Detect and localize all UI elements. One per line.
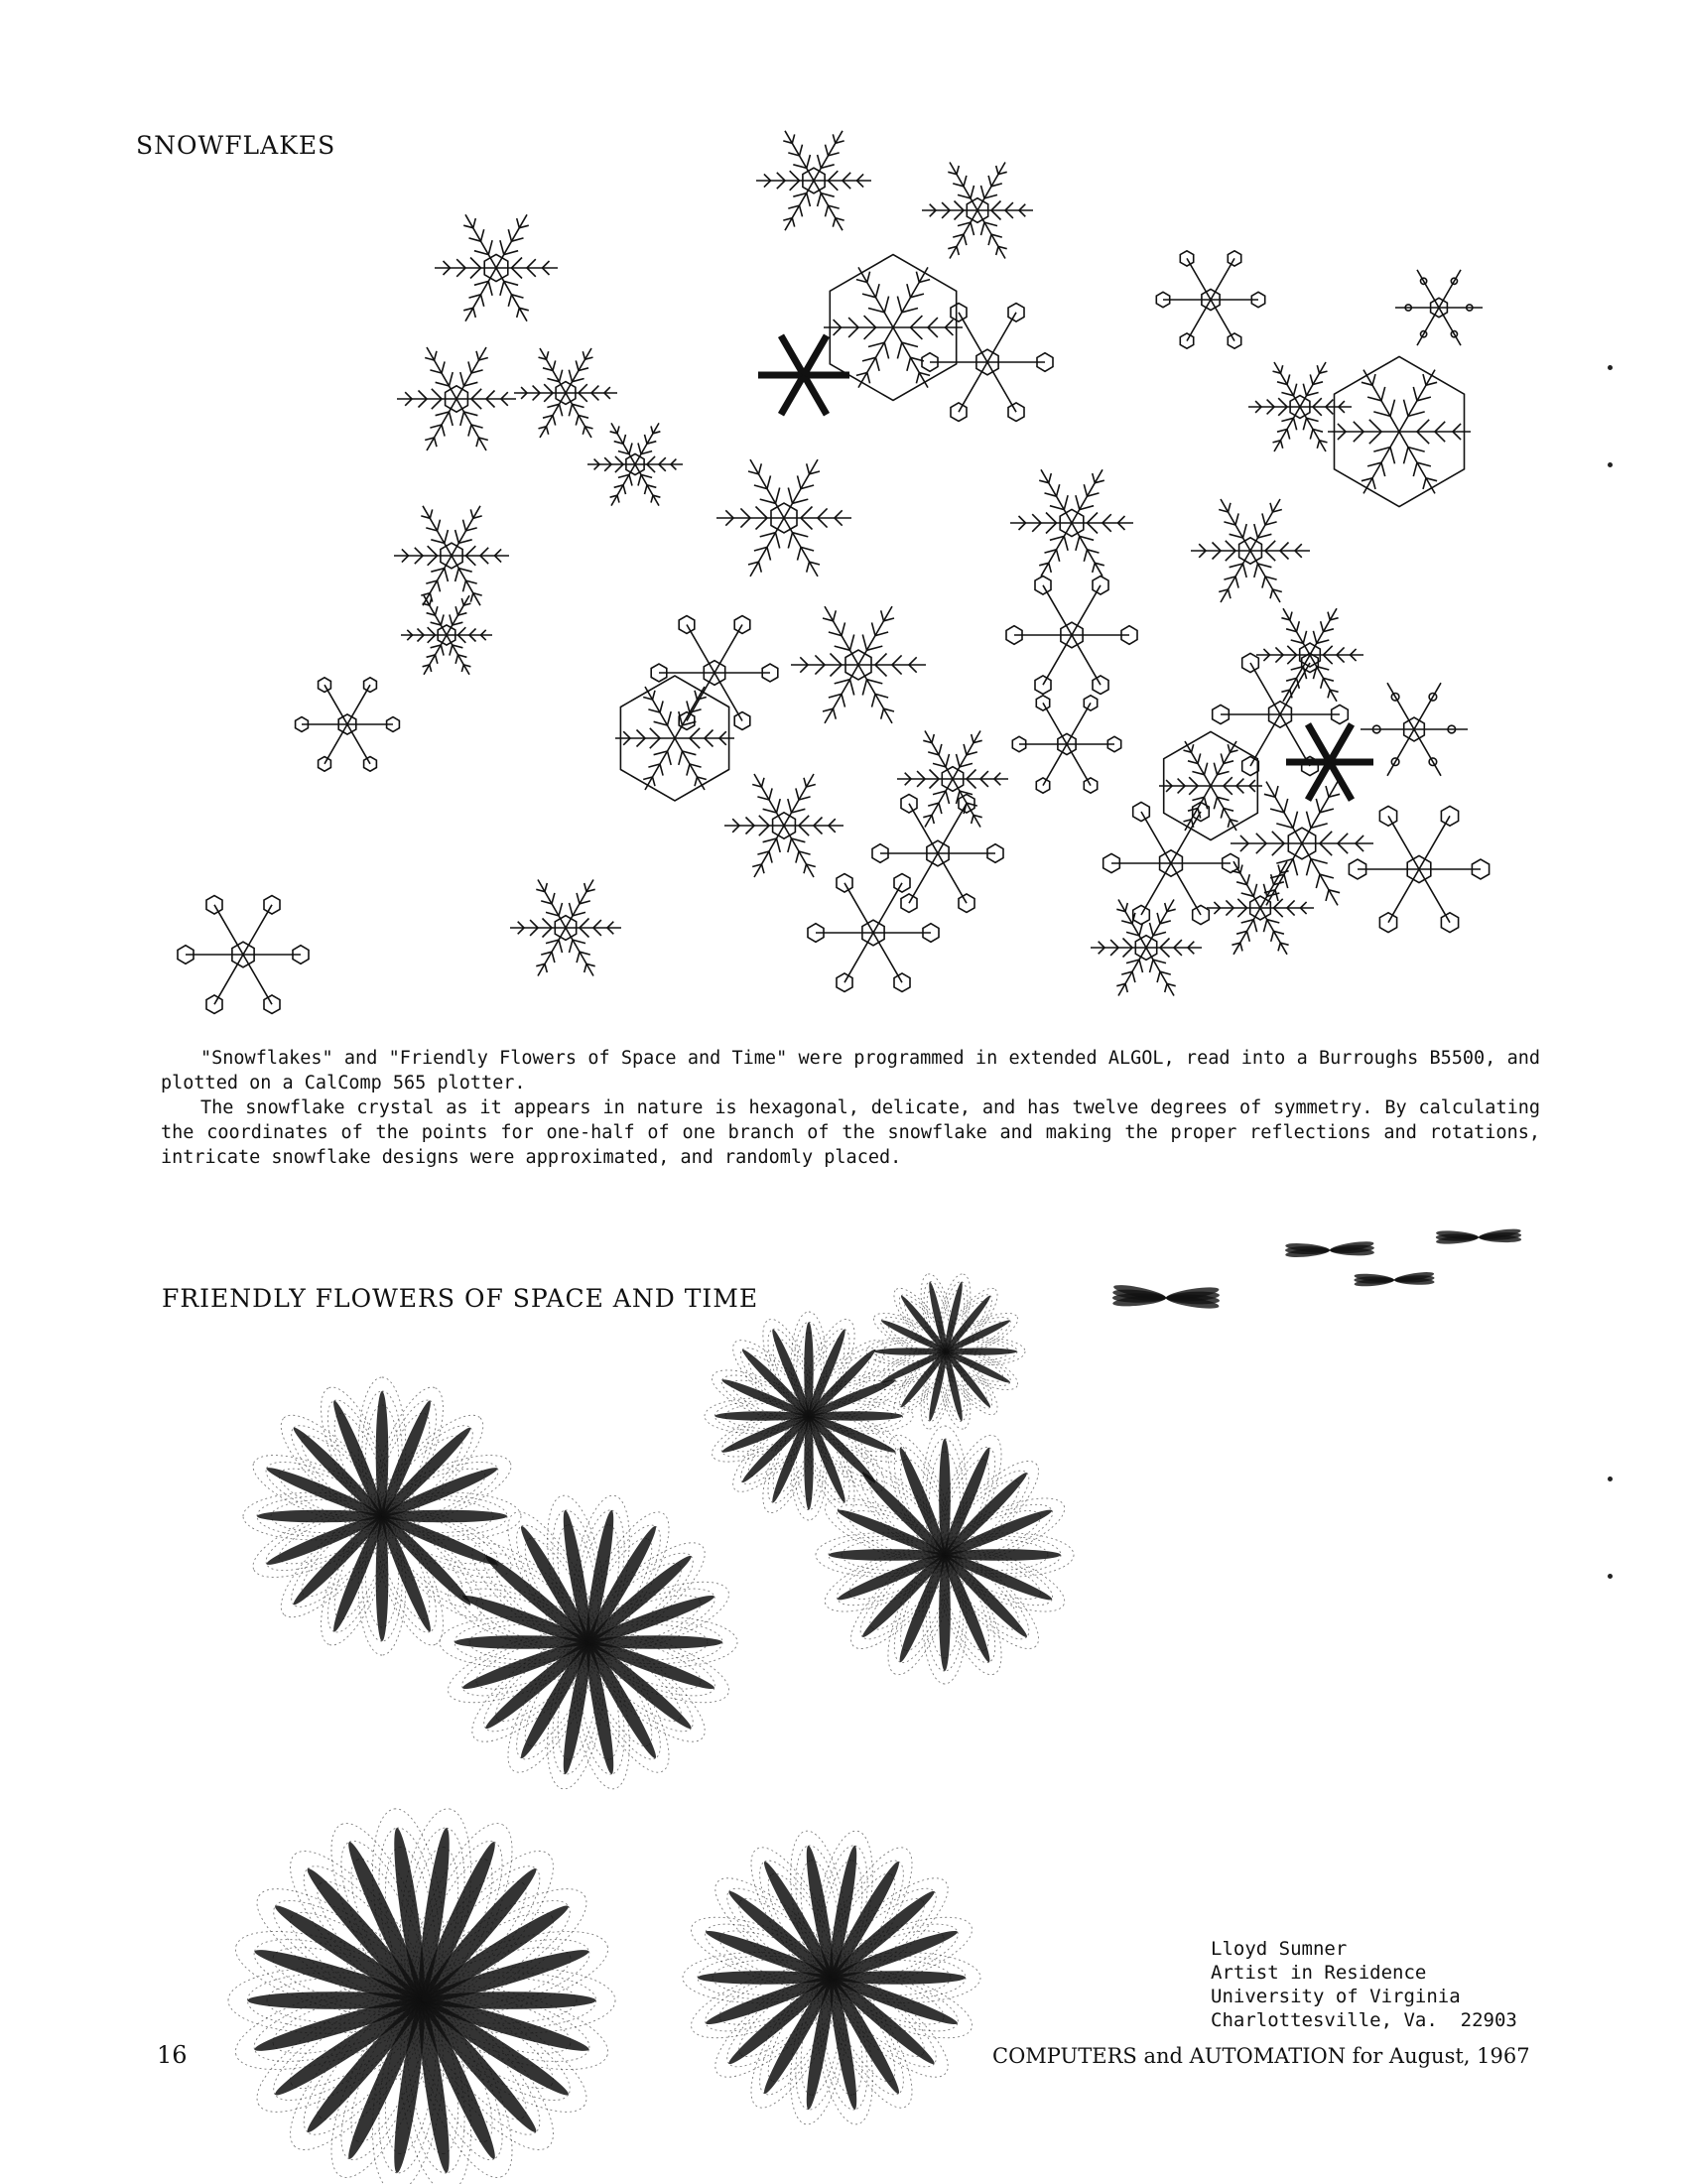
author-role: Artist in Residence — [1211, 1962, 1427, 1984]
flower-glyph — [243, 1377, 521, 1655]
flower-glyph — [1285, 1239, 1374, 1259]
flower-glyph — [683, 1827, 980, 2128]
margin-dot — [1608, 1574, 1613, 1579]
author-location: Charlottesville, Va. 22903 — [1211, 2009, 1517, 2031]
publication-footer: COMPUTERS and AUTOMATION for August, 1967 — [992, 2044, 1530, 2068]
flower-glyph — [227, 1804, 617, 2184]
caption-paragraph-1: "Snowflakes" and "Friendly Flowers of Space and Time" were programmed in extended ALGOL, read into a Burroughs B5500, and plotted on a CalComp 565 plotter. — [161, 1048, 1540, 1093]
flower-glyph — [440, 1491, 737, 1793]
flower-glyph — [1354, 1270, 1434, 1288]
author-signature-block — [1211, 1937, 1517, 2032]
caption-paragraph-2: The snowflake crystal as it appears in nature is hexagonal, delicate, and has twelve degrees of symmetry. By calculating the coordinates of the points for one-half of one branch of the snowflake and making the proper reflections and rotations, intricate snowflake designs were approximated, and randomly placed. — [161, 1097, 1540, 1168]
page-number: 16 — [157, 2041, 188, 2069]
margin-dot — [1608, 462, 1613, 467]
margin-dot — [1608, 365, 1613, 370]
flower-glyph — [866, 1271, 1025, 1432]
author-name: Lloyd Sumner — [1211, 1938, 1348, 1960]
flower-glyph — [1112, 1282, 1220, 1311]
author-institution: University of Virginia — [1211, 1986, 1461, 2007]
margin-dot — [1608, 1477, 1613, 1481]
flower-glyph — [1436, 1226, 1522, 1245]
flowers-title: FRIENDLY FLOWERS OF SPACE AND TIME — [162, 1284, 759, 1313]
snowflakes-title: SNOWFLAKES — [136, 131, 336, 160]
